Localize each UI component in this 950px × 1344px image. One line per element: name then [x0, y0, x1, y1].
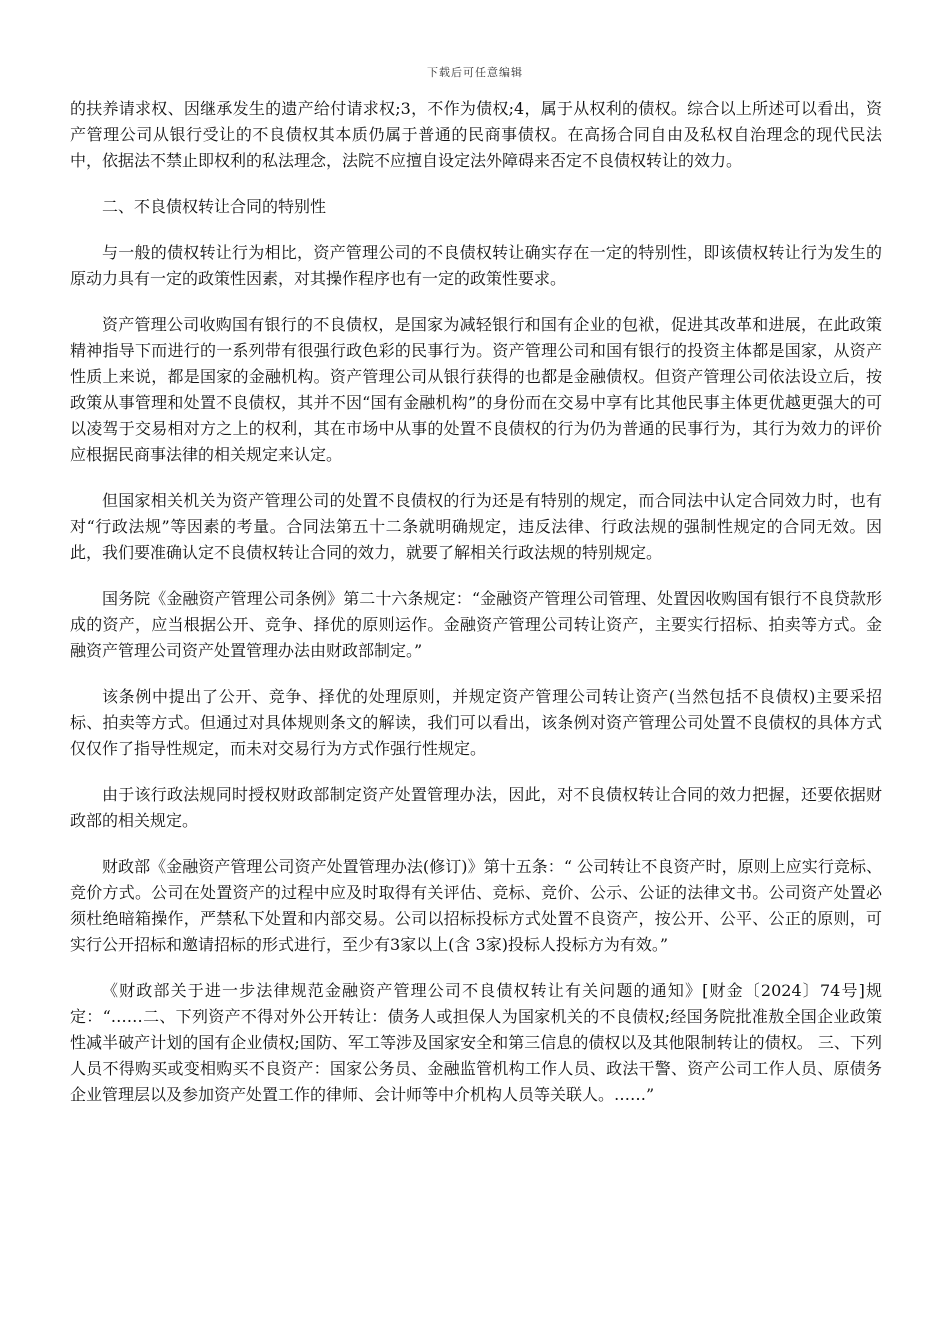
paragraph: 与一般的债权转让行为相比，资产管理公司的不良债权转让确实存在一定的特别性，即该债权转让行为发生的原动力具有一定的政策性因素，对其操作程序也有一定的政策性要求。 — [70, 243, 882, 288]
paragraph-continuation: 的扶养请求权、因继承发生的遗产给付请求权;3，不作为债权;4，属于从权利的债权。综合以上所述可以看出，资产管理公司从银行受让的不良债权其本质仍属于普通的民商事债权。在高扬合同自由及私权自治理念的现代民法中，依据法不禁止即权利的私法理念，法院不应擅自设定法外障碍来否定不良债权转让的效力。 — [70, 99, 882, 170]
page-header: 下载后可任意编辑 — [427, 66, 523, 79]
paragraph: 但国家相关机关为资产管理公司的处置不良债权的行为还是有特别的规定，而合同法中认定合同效力时，也有对“行政法规”等因素的考量。合同法第五十二条就明确规定，违反法律、行政法规的强制性规定的合同无效。因此，我们要准确认定不良债权转让合同的效力，就要了解相关行政法规的特别规定。 — [70, 491, 882, 562]
paragraph: 国务院《金融资产管理公司条例》第二十六条规定：“金融资产管理公司管理、处置因收购国有银行不良贷款形成的资产，应当根据公开、竞争、择优的原则运作。金融资产管理公司转让资产，主要实行招标、拍卖等方式。金融资产管理公司资产处置管理办法由财政部制定。” — [70, 589, 882, 660]
paragraph: 该条例中提出了公开、竞争、择优的处理原则，并规定资产管理公司转让资产(当然包括不良债权)主要采招标、拍卖等方式。但通过对具体规则条文的解读，我们可以看出，该条例对资产管理公司处置不良债权的具体方式仅仅作了指导性规定，而未对交易行为方式作强行性规定。 — [70, 687, 882, 758]
paragraph: 财政部《金融资产管理公司资产处置管理办法(修订)》第十五条：“ 公司转让不良资产时，原则上应实行竞标、竞价方式。公司在处置资产的过程中应及时取得有关评估、竞标、竞价、公示、公证的法律文书。公司资产处置必须杜绝暗箱操作，严禁私下处置和内部交易。公司以招标投标方式处置不良资产，按公开、公平、公正的原则，可实行公开招标和邀请招标的形式进行，至少有3家以上(含 3家)投标人投标方为有效。” — [70, 857, 882, 954]
paragraph: 资产管理公司收购国有银行的不良债权，是国家为减轻银行和国有企业的包袱，促进其改革和进展，在此政策精神指导下而进行的一系列带有很强行政色彩的民事行为。资产管理公司和国有银行的投资主体都是国家，从资产性质上来说，都是国家的金融机构。资产管理公司从银行获得的也都是金融债权。但资产管理公司依法设立后，按政策从事管理和处置不良债权，其并不因“国有金融机构”的身份而在交易中享有比其他民事主体更优越更强大的可以凌驾于交易相对方之上的权利，其在市场中从事的处置不良债权的行为仍为普通的民事行为，其行为效力的评价应根据民商事法律的相关规定来认定。 — [70, 315, 882, 464]
section-heading: 二、不良债权转让合同的特别性 — [102, 197, 327, 216]
paragraph: 由于该行政法规同时授权财政部制定资产处置管理办法，因此，对不良债权转让合同的效力把握，还要依据财政部的相关规定。 — [70, 785, 882, 830]
document-body — [70, 96, 882, 1128]
paragraph: 《财政部关于进一步法律规范金融资产管理公司不良债权转让有关问题的通知》[财金〔2024〕74号]规定：“……二、下列资产不得对外公开转让：债务人或担保人为国家机关的不良债权;经国务院批准敖全国企业政策性减半破产计划的国有企业债权;国防、军工等涉及国家安全和第三信息的债权以及其他限制转让的债权。 三、下列人员不得购买或变相购买不良资产：国家公务员、金融监管机构工作人员、政法干警、资产公司工作人员、原债务企业管理层以及参加资产处置工作的律师、会计师等中介机构人员等关联人。……” — [70, 981, 882, 1104]
